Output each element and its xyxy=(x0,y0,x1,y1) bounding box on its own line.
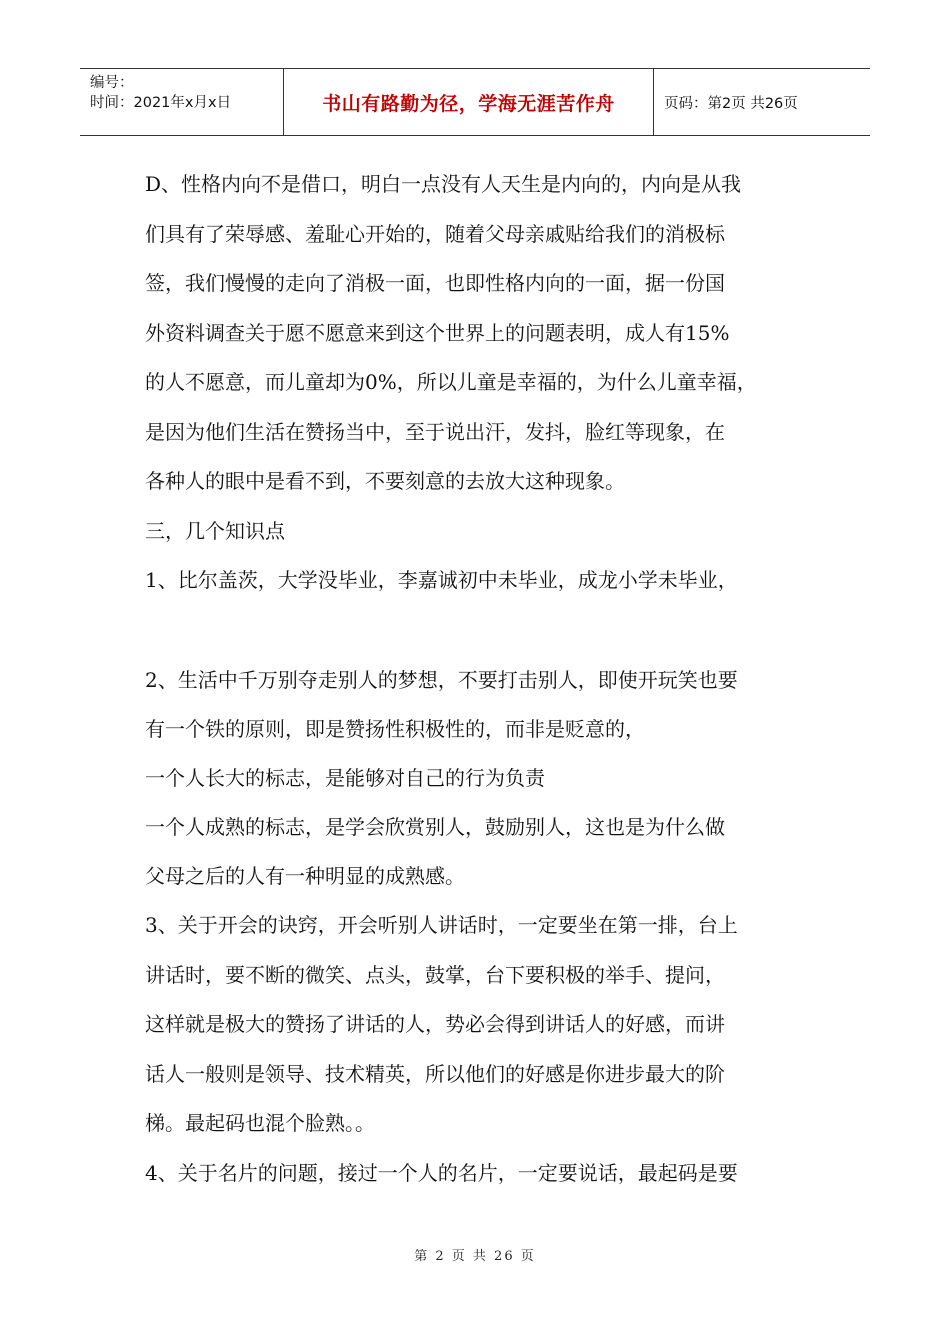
body-line: 签，我们慢慢的走向了消极一面，也即性格内向的一面，据一份国 xyxy=(145,271,725,295)
document-date: 时间：2021年x月x日 xyxy=(90,95,232,111)
body-line: 3、关于开会的诀窍，开会听别人讲话时，一定要坐在第一排，台上 xyxy=(145,913,738,937)
page-footer: 第 2 页 共 26 页 xyxy=(414,1249,536,1264)
body-line: 梯。最起码也混个脸熟。。 xyxy=(145,1111,375,1135)
header-motto: 书山有路勤为径，学海无涯苦作舟 xyxy=(284,69,654,135)
body-line: 1、比尔盖茨，大学没毕业，李嘉诚初中未毕业，成龙小学未毕业， xyxy=(145,568,738,592)
body-line: 这样就是极大的赞扬了讲话的人，势必会得到讲话人的好感，而讲 xyxy=(145,1012,725,1036)
header-page-info: 页码：第2页 共26页 xyxy=(664,95,798,112)
body-line: D、性格内向不是借口，明白一点没有人天生是内向的，内向是从我 xyxy=(145,172,742,196)
body-line: 们具有了荣辱感、羞耻心开始的，随着父母亲戚贴给我们的消极标 xyxy=(145,221,725,246)
document-body xyxy=(145,160,810,1198)
body-line: 父母之后的人有一种明显的成熟感。 xyxy=(145,864,465,888)
body-line: 一个人成熟的标志，是学会欣赏别人，鼓励别人，这也是为什么做 xyxy=(145,815,725,839)
body-line: 2、生活中千万别夺走别人的梦想，不要打击别人，即使开玩笑也要 xyxy=(145,667,738,692)
document-number-label: 编号： xyxy=(90,75,134,91)
header-meta xyxy=(80,69,284,135)
body-line: 一个人长大的标志，是能够对自己的行为负责 xyxy=(145,766,545,790)
body-line: 话人一般则是领导、技术精英，所以他们的好感是你进步最大的阶 xyxy=(145,1061,725,1086)
body-line: 有一个铁的原则，即是赞扬性积极性的，而非是贬意的， xyxy=(145,717,645,741)
body-line: 是因为他们生活在赞扬当中，至于说出汗，发抖，脸红等现象，在 xyxy=(145,419,725,444)
body-line: 4、关于名片的问题，接过一个人的名片，一定要说话，最起码是要 xyxy=(145,1160,738,1185)
body-line: 的人不愿意，而儿童却为0%，所以儿童是幸福的，为什么儿童幸福， xyxy=(145,370,757,394)
body-line: 各种人的眼中是看不到，不要刻意的去放大这种现象。 xyxy=(145,469,625,493)
page-header xyxy=(80,68,870,136)
section-heading: 三，几个知识点 xyxy=(145,518,285,543)
body-line: 外资料调查关于愿不愿意来到这个世界上的问题表明，成人有15% xyxy=(145,320,730,345)
body-line: 讲话时，要不断的微笑、点头，鼓掌，台下要积极的举手、提问， xyxy=(145,962,725,987)
